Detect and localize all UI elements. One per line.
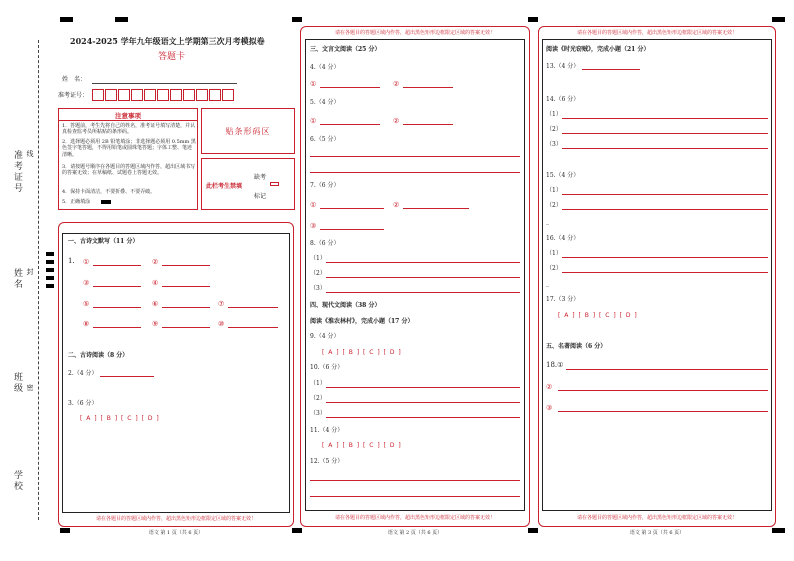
notice-item-3: 3．请按题号顺序在各题目的答题区域内作答，超出区域书写的答案无效；在草稿纸、试题卷上答题无效。 bbox=[62, 164, 196, 177]
binding-line bbox=[38, 40, 39, 520]
q15-part-2-line[interactable] bbox=[562, 209, 768, 210]
notice-item-4: 4．保持卡面清洁，不要折叠、不要弄破。 bbox=[62, 189, 156, 195]
question-4: 4.（4 分） bbox=[310, 64, 340, 71]
side-label-line: 线 bbox=[26, 150, 34, 159]
id-cell[interactable] bbox=[183, 89, 195, 101]
reading-1-title: 阅读《淮农林村》，完成小题（17 分） bbox=[310, 318, 414, 325]
q18-line-3[interactable] bbox=[558, 411, 768, 412]
id-cell[interactable] bbox=[222, 89, 234, 101]
q15-dash: _ bbox=[546, 218, 549, 225]
section-2-title: 二、古诗阅读（8 分） bbox=[68, 352, 129, 359]
question-3: 3.（6 分） bbox=[68, 400, 98, 407]
blank-2-line[interactable] bbox=[162, 265, 210, 266]
barcode-area bbox=[201, 108, 295, 154]
blank-7-line[interactable] bbox=[228, 307, 278, 308]
id-cell[interactable] bbox=[105, 89, 117, 101]
question-17: 17.（3 分） bbox=[546, 296, 580, 303]
notice-box bbox=[58, 108, 198, 210]
registration-mark bbox=[528, 17, 538, 22]
warning-1: 请在各题目的答题区域内作答，超出黑色矩形边框限定区域的答案无效！ bbox=[95, 516, 256, 522]
question-9: 9.（4 分） bbox=[310, 333, 340, 340]
registration-mark bbox=[528, 528, 538, 533]
q10-part-1-label: （1） bbox=[310, 380, 326, 387]
q15-part-1-label: （1） bbox=[546, 187, 562, 194]
q14-part-3-label: （3） bbox=[546, 141, 562, 148]
q4-blank-1-label: ① bbox=[310, 80, 317, 88]
blank-3-label: ③ bbox=[83, 279, 90, 287]
warning-2-top: 请在各题目的答题区域内作答，超出黑色矩形边框限定区域的答案无效！ bbox=[334, 30, 495, 36]
question-2-line[interactable] bbox=[100, 376, 154, 377]
blank-3-line[interactable] bbox=[93, 286, 141, 287]
question-16: 16.（4 分） bbox=[546, 235, 580, 242]
id-cell[interactable] bbox=[157, 89, 169, 101]
id-label: 准考证号： bbox=[58, 92, 89, 99]
q12-line-1[interactable] bbox=[310, 480, 520, 481]
id-cell[interactable] bbox=[170, 89, 182, 101]
q10-part-3-label: （3） bbox=[310, 410, 326, 417]
q18-line-2[interactable] bbox=[558, 390, 768, 391]
registration-mark bbox=[46, 284, 54, 288]
exam-title: 2024-2025 学年九年级语文上学期第三次月考模拟卷 bbox=[70, 36, 265, 46]
notice-title: 注意事项 bbox=[115, 112, 141, 120]
footer-2: 语文 第 2 页（共 6 页） bbox=[387, 530, 443, 536]
blank-9-line[interactable] bbox=[162, 327, 210, 328]
q14-part-2-label: （2） bbox=[546, 126, 562, 133]
q7-blank-3-label: ③ bbox=[310, 222, 317, 230]
q10-part-2-line[interactable] bbox=[326, 402, 520, 403]
question-8: 8.（6 分） bbox=[310, 240, 340, 247]
blank-8-line[interactable] bbox=[93, 327, 141, 328]
barcode-label: 贴条形码区 bbox=[225, 127, 271, 136]
q15-part-2-label: （2） bbox=[546, 202, 562, 209]
question-11: 11.（4 分） bbox=[310, 427, 344, 434]
registration-mark bbox=[46, 260, 54, 264]
q8-part-2-line[interactable] bbox=[326, 277, 520, 278]
q15-part-1-line[interactable] bbox=[562, 194, 768, 195]
correct-fill-sample bbox=[101, 200, 111, 204]
id-cell[interactable] bbox=[118, 89, 130, 101]
side-label-id: 准考证号 bbox=[12, 150, 22, 194]
blank-4-label: ④ bbox=[152, 279, 159, 287]
q6-line-2[interactable] bbox=[310, 172, 520, 173]
q8-part-1-label: （1） bbox=[310, 255, 326, 262]
notice-item-2: 2．选择题必须用 2B 铅笔填涂；非选择题必须用 0.5mm 黑色签字笔答题，不得用铅笔或圆珠笔答题；字体工整、笔迹清晰。 bbox=[62, 139, 196, 158]
q16-part-2-line[interactable] bbox=[562, 272, 768, 273]
q14-part-1-line[interactable] bbox=[562, 118, 768, 119]
q18-blank-2-label: ② bbox=[546, 383, 553, 391]
blank-2-label: ② bbox=[152, 258, 159, 266]
id-cell[interactable] bbox=[131, 89, 143, 101]
absent-label: 此栏考生禁填 bbox=[206, 183, 243, 190]
id-cell[interactable] bbox=[196, 89, 208, 101]
blank-5-line[interactable] bbox=[93, 307, 141, 308]
question-15: 15.（4 分） bbox=[546, 172, 580, 179]
notice-title-rule bbox=[59, 120, 197, 121]
blank-1-line[interactable] bbox=[93, 265, 141, 266]
blank-7-label: ⑦ bbox=[218, 300, 225, 308]
question-5: 5.（4 分） bbox=[310, 99, 340, 106]
q5-blank-2-line[interactable] bbox=[403, 124, 453, 125]
q16-part-2-label: （2） bbox=[546, 265, 562, 272]
q5-blank-2-label: ② bbox=[393, 117, 400, 125]
q6-line-1[interactable] bbox=[310, 156, 520, 157]
section-3-title: 三、文言文阅读（25 分） bbox=[310, 46, 381, 53]
registration-mark bbox=[292, 17, 302, 22]
section-1-title: 一、古诗文默写（11 分） bbox=[68, 238, 139, 245]
registration-mark bbox=[60, 17, 73, 22]
name-field[interactable] bbox=[92, 83, 237, 84]
question-3-options[interactable]: [ A ] [ B ] [ C ] [ D ] bbox=[80, 415, 160, 422]
blank-10-label: ⑩ bbox=[218, 320, 225, 328]
q13-line[interactable] bbox=[582, 69, 640, 70]
q7-blank-2-label: ② bbox=[393, 201, 400, 209]
footer-1: 语文 第 1 页（共 6 页） bbox=[148, 530, 204, 536]
blank-6-label: ⑥ bbox=[152, 300, 159, 308]
id-cell[interactable] bbox=[92, 89, 104, 101]
q7-blank-1-line[interactable] bbox=[320, 208, 384, 209]
warning-3-top: 请在各题目的答题区域内作答，超出黑色矩形边框限定区域的答案无效！ bbox=[576, 30, 737, 36]
question-1-number: 1. bbox=[68, 257, 75, 265]
q18-blank-3-label: ③ bbox=[546, 404, 553, 412]
question-13: 13.（4 分） bbox=[546, 63, 580, 70]
blank-6-line[interactable] bbox=[162, 307, 210, 308]
q7-blank-3-line[interactable] bbox=[320, 229, 384, 230]
q16-part-1-label: （1） bbox=[546, 250, 562, 257]
side-label-class: 班级 bbox=[12, 372, 22, 394]
absent-box bbox=[201, 158, 295, 210]
q8-part-3-label: （3） bbox=[310, 285, 326, 292]
question-18: 18.① bbox=[546, 361, 564, 369]
q4-blank-2-label: ② bbox=[393, 80, 400, 88]
q7-blank-1-label: ① bbox=[310, 201, 317, 209]
registration-mark bbox=[292, 528, 302, 533]
question-12: 12.（5 分） bbox=[310, 458, 344, 465]
answer-area-2 bbox=[305, 39, 525, 511]
registration-mark bbox=[115, 17, 128, 22]
footer-3: 语文 第 3 页（共 6 页） bbox=[629, 530, 685, 536]
q12-line-2[interactable] bbox=[310, 496, 520, 497]
blank-8-label: ⑧ bbox=[83, 320, 90, 328]
q18-line-1[interactable] bbox=[566, 369, 768, 370]
q4-blank-2-line[interactable] bbox=[403, 87, 453, 88]
question-2: 2.（4 分） bbox=[68, 370, 98, 377]
question-10: 10.（6 分） bbox=[310, 364, 344, 371]
q4-blank-1-line[interactable] bbox=[320, 87, 380, 88]
question-11-options[interactable]: [ A ] [ B ] [ C ] [ D ] bbox=[322, 442, 402, 449]
id-cell[interactable] bbox=[209, 89, 221, 101]
answer-area-3 bbox=[542, 39, 772, 511]
question-7: 7.（6 分） bbox=[310, 182, 340, 189]
registration-mark bbox=[772, 17, 785, 22]
side-label-school: 学校 bbox=[12, 470, 22, 492]
side-label-name: 姓名 bbox=[12, 268, 22, 290]
q8-part-2-label: （2） bbox=[310, 270, 326, 277]
blank-9-label: ⑨ bbox=[152, 320, 159, 328]
warning-3-bottom: 请在各题目的答题区域内作答，超出黑色矩形边框限定区域的答案无效！ bbox=[576, 515, 737, 521]
section-4-title: 四、现代文阅读（38 分） bbox=[310, 302, 381, 309]
absent-mark-text2: 标记 bbox=[254, 193, 267, 200]
absent-mark-text1: 缺考 bbox=[254, 174, 267, 181]
question-17-options[interactable]: [ A ] [ B ] [ C ] [ D ] bbox=[558, 312, 638, 319]
q10-part-1-line[interactable] bbox=[326, 387, 520, 388]
blank-1-label: ① bbox=[83, 258, 90, 266]
name-label: 姓 名： bbox=[62, 76, 87, 83]
section-5-title: 五、名著阅读（6 分） bbox=[546, 343, 607, 350]
blank-4-line[interactable] bbox=[162, 286, 210, 287]
registration-mark bbox=[46, 252, 54, 256]
q16-part-1-line[interactable] bbox=[562, 257, 768, 258]
q16-dash: _ bbox=[546, 280, 549, 287]
blank-5-label: ⑤ bbox=[83, 300, 90, 308]
q14-part-3-line[interactable] bbox=[562, 148, 768, 149]
blank-10-line[interactable] bbox=[228, 327, 278, 328]
q8-part-1-line[interactable] bbox=[326, 262, 520, 263]
registration-mark bbox=[46, 276, 54, 280]
q10-part-2-label: （2） bbox=[310, 395, 326, 402]
q14-part-1-label: （1） bbox=[546, 111, 562, 118]
q8-part-3-line[interactable] bbox=[326, 292, 520, 293]
q7-blank-2-line[interactable] bbox=[403, 208, 469, 209]
q10-part-3-line[interactable] bbox=[326, 417, 520, 418]
question-6: 6.（5 分） bbox=[310, 136, 340, 143]
id-cell[interactable] bbox=[144, 89, 156, 101]
side-label-seal: 封 bbox=[26, 268, 34, 277]
exam-subtitle: 答题卡 bbox=[158, 52, 186, 62]
q5-blank-1-label: ① bbox=[310, 117, 317, 125]
warning-2-bottom: 请在各题目的答题区域内作答，超出黑色矩形边框限定区域的答案无效！ bbox=[334, 515, 495, 521]
registration-mark bbox=[46, 268, 54, 272]
notice-item-1: 1．答题前，考生先将自己的姓名，准考证号填写清楚，并认真检查监考员所粘贴的条形码。 bbox=[62, 123, 196, 136]
q14-part-2-line[interactable] bbox=[562, 133, 768, 134]
notice-item-5: 5．正确填涂 bbox=[62, 199, 91, 205]
question-9-options[interactable]: [ A ] [ B ] [ C ] [ D ] bbox=[322, 349, 402, 356]
reading-2-title: 阅读《时光窃贼》，完成小题（21 分） bbox=[546, 46, 650, 53]
side-label-secret: 密 bbox=[26, 384, 34, 393]
absent-checkbox[interactable] bbox=[270, 182, 279, 186]
question-14: 14.（6 分） bbox=[546, 96, 580, 103]
q5-blank-1-line[interactable] bbox=[320, 124, 380, 125]
